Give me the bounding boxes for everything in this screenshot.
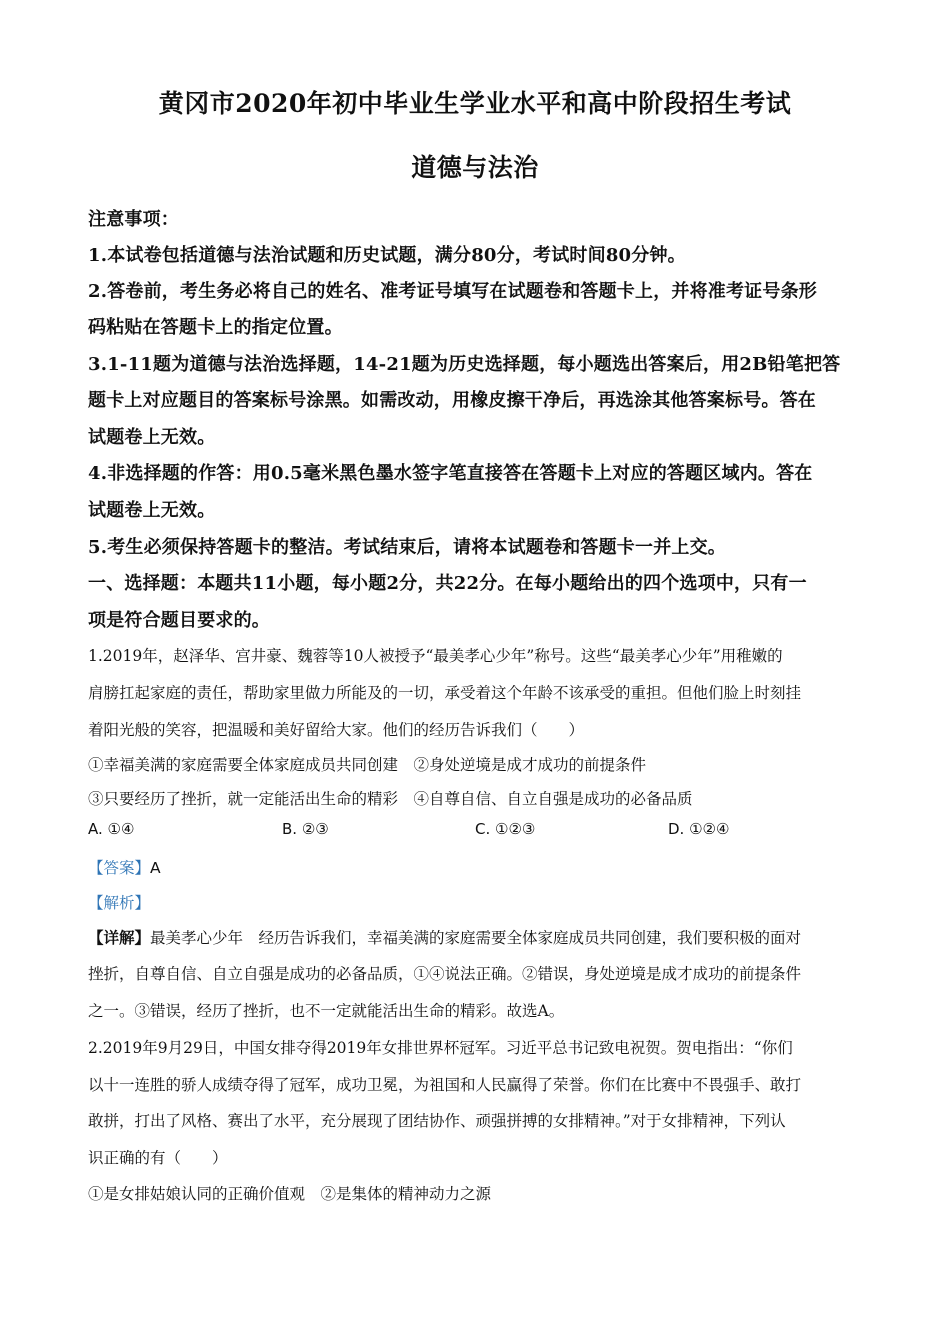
q1-answer (88, 856, 161, 878)
q1-detail (88, 926, 801, 948)
notice-line: 试题卷上无效。 (88, 500, 216, 521)
answer-tag: 【答案】 (88, 859, 151, 877)
q2-statement: ①是女排姑娘认同的正确价值观 ②是集体的精神动力之源 (88, 1185, 492, 1203)
q1-stem: 1.2019年，赵泽华、宫井豪、魏蓉等10人被授予“最美孝心少年”称号。这些“最美孝心少年”用稚嫩的 (88, 647, 783, 665)
notice-line: 题卡上对应题目的答案标号涂黑。如需改动，用橡皮擦干净后，再选涂其他答案标号。答在 (88, 390, 816, 411)
q1-analysis-tag: 【解析】 (88, 894, 151, 912)
notice-line: 5.考生必须保持答题卡的整洁。考试结束后，请将本试题卷和答题卡一并上交。 (88, 537, 726, 558)
q1-option-c: C. ①②③ (475, 820, 536, 838)
detail-tag: 【详解】 (88, 928, 151, 947)
notice-line: 码粘贴在答题卡上的指定位置。 (88, 317, 343, 338)
q1-detail: 之一。③错误，经历了挫折，也不一定就能活出生命的精彩。故选A。 (88, 1002, 565, 1020)
q1-stem: 着阳光般的笑容，把温暖和美好留给大家。他们的经历告诉我们（ ） (88, 721, 585, 739)
answer-value: A (150, 859, 161, 877)
q1-detail: 挫折，自尊自信、自立自强是成功的必备品质，①④说法正确。②错误，身处逆境是成才成功的前提条件 (88, 965, 802, 983)
section-heading: 项是符合题目要求的。 (88, 610, 270, 631)
section-heading: 一、选择题：本题共11小题，每小题2分，共22分。在每小题给出的四个选项中，只有一 (88, 573, 807, 594)
notice-line: 3.1-11题为道德与法治选择题，14-21题为历史选择题，每小题选出答案后，用2B铅笔把答 (88, 354, 841, 375)
notice-heading: 注意事项： (88, 209, 179, 230)
q1-statement: ③只要经历了挫折，就一定能活出生命的精彩 ④自尊自信、自立自强是成功的必备品质 (88, 790, 693, 808)
q2-stem: 2.2019年9月29日，中国女排夺得2019年女排世界杯冠军。习近平总书记致电祝贺。贺电指出：“你们 (88, 1039, 793, 1057)
detail-text: 最美孝心少年 经历告诉我们，幸福美满的家庭需要全体家庭成员共同创建，我们要积极的面对 (150, 929, 802, 947)
q1-statement: ①幸福美满的家庭需要全体家庭成员共同创建 ②身处逆境是成才成功的前提条件 (88, 756, 647, 774)
q1-option-a: A. ①④ (88, 820, 135, 838)
exam-title: 黄冈市2020年初中毕业生学业水平和高中阶段招生考试 (158, 89, 792, 118)
q1-option-b: B. ②③ (282, 820, 329, 838)
notice-line: 试题卷上无效。 (88, 427, 216, 448)
q2-stem: 敢拼，打出了风格、赛出了水平，充分展现了团结协作、顽强拼搏的女排精神。”对于女排精神，下列认 (88, 1112, 786, 1130)
q2-stem: 以十一连胜的骄人成绩夺得了冠军，成功卫冕，为祖国和人民赢得了荣誉。你们在比赛中不畏强手、敢打 (88, 1076, 802, 1094)
q1-stem: 肩膀扛起家庭的责任，帮助家里做力所能及的一切，承受着这个年龄不该承受的重担。但他们脸上时刻挂 (88, 684, 802, 702)
subject-title: 道德与法治 (411, 153, 539, 182)
q2-stem: 识正确的有（ ） (88, 1149, 228, 1167)
notice-line: 1.本试卷包括道德与法治试题和历史试题，满分80分，考试时间80分钟。 (88, 245, 686, 266)
notice-line: 4.非选择题的作答：用0.5毫米黑色墨水签字笔直接答在答题卡上对应的答题区域内。答在 (88, 463, 813, 484)
notice-line: 2.答卷前，考生务必将自己的姓名、准考证号填写在试题卷和答题卡上，并将准考证号条形 (88, 281, 817, 302)
q1-option-d: D. ①②④ (668, 820, 730, 838)
